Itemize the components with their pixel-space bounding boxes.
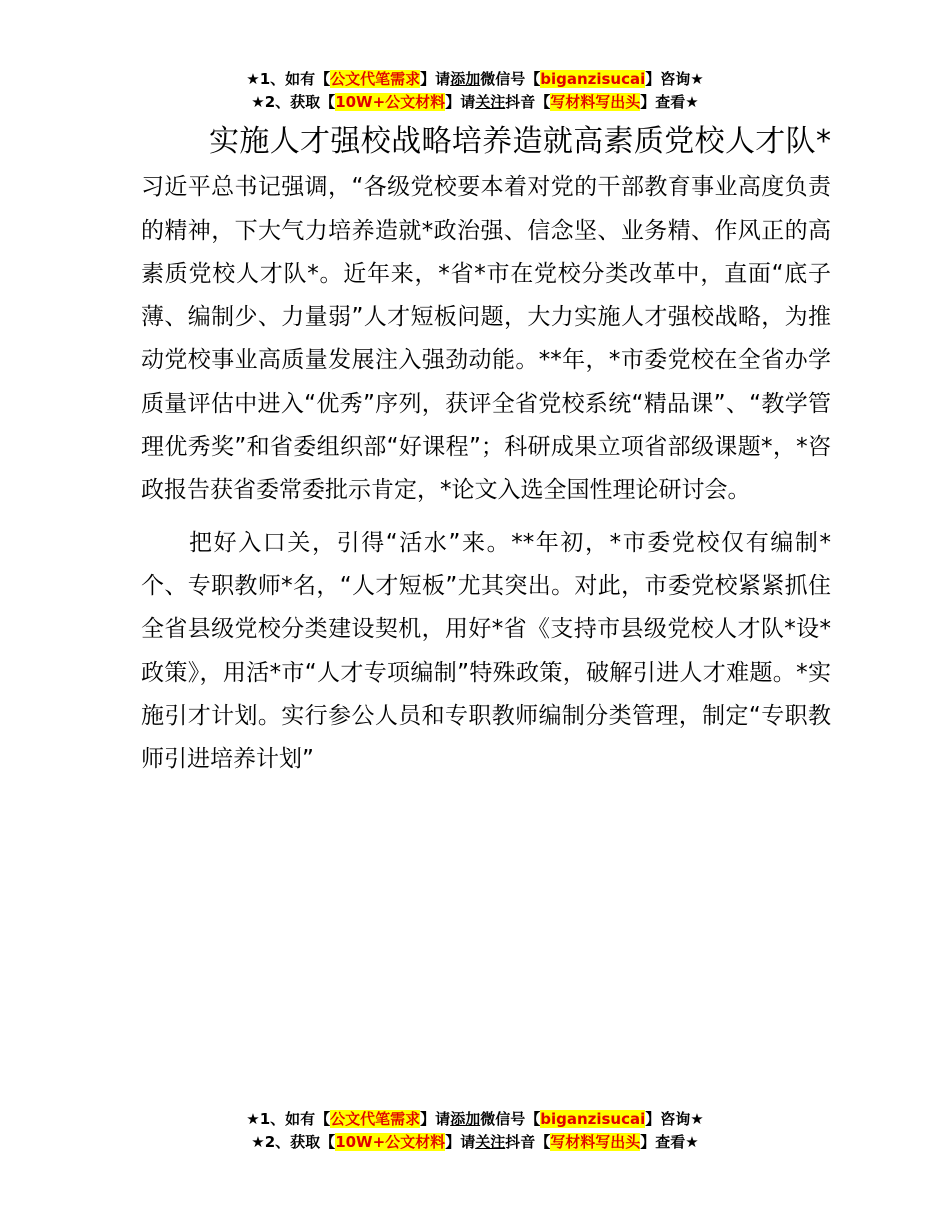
header-banner: [0, 68, 950, 114]
paragraph-1: [141, 120, 831, 513]
footer-line-1-prefix: ★1、如有【: [246, 1110, 331, 1128]
header-line-1-text: 】请: [420, 70, 451, 88]
header-line-1: [0, 68, 950, 91]
footer-line-2-text-2: 抖音【: [505, 1133, 551, 1151]
footer-line-1-highlight-wechat-id: biganzisucai: [540, 1110, 646, 1128]
footer-line-2-text: 】请: [445, 1133, 476, 1151]
paragraph-2: [141, 522, 831, 782]
footer-line-1-text: 】请: [420, 1110, 451, 1128]
footer-line-2-highlight-materials: 10W+公文材料: [335, 1133, 446, 1151]
footer-line-1-text-2: 微信号【: [480, 1110, 541, 1128]
header-line-1-prefix: ★1、如有【: [246, 70, 331, 88]
header-line-2-highlight-materials: 10W+公文材料: [335, 93, 446, 111]
footer-banner: [0, 1108, 950, 1154]
footer-line-2-prefix: ★2、获取【: [251, 1133, 336, 1151]
header-line-2-text: 】请: [445, 93, 476, 111]
article-body: [141, 120, 831, 781]
footer-line-2-highlight-douyin: 写材料写出头: [550, 1133, 641, 1151]
header-line-1-text-2: 微信号【: [480, 70, 541, 88]
footer-line-1-suffix: 】咨询★: [645, 1110, 704, 1128]
header-line-2: [0, 91, 950, 114]
article-title: 实施人才强校战略培养造就高素质党校人才队*: [209, 124, 831, 159]
footer-line-2: [0, 1131, 950, 1154]
header-line-1-highlight-wechat-id: biganzisucai: [540, 70, 646, 88]
footer-line-1-underlined: 添加: [450, 1110, 481, 1128]
header-line-2-highlight-douyin: 写材料写出头: [550, 93, 641, 111]
footer-line-2-underlined: 关注: [475, 1133, 506, 1151]
header-line-2-text-2: 抖音【: [505, 93, 551, 111]
paragraph-2-text: 把好入口关，引得“活水”来。**年初，*市委党校仅有编制*个、专职教师*名，“人才短板”尤其突出。对此，市委党校紧紧抓住全省县级党校分类建设契机，用好*省《支持市县级党校人才队*设*政策》，用活*市“人才专项编制”特殊政策，破解引进人才难题。*实施引才计划。实行参公人员和专职教师编制分类管理，制定“专职教师引进培养计划”: [141, 529, 831, 773]
header-line-1-highlight-service: 公文代笔需求: [330, 70, 421, 88]
header-line-1-underlined: 添加: [450, 70, 481, 88]
header-line-2-suffix: 】查看★: [640, 93, 699, 111]
footer-line-2-suffix: 】查看★: [640, 1133, 699, 1151]
header-line-1-suffix: 】咨询★: [645, 70, 704, 88]
footer-line-1: [0, 1108, 950, 1131]
paragraph-1-text: 习近平总书记强调，“各级党校要本着对党的干部教育事业高度负责的精神，下大气力培养造就*政治强、信念坚、业务精、作风正的高素质党校人才队*。近年来，*省*市在党校分类改革中，直面“底子薄、编制少、力量弱”人才短板问题，大力实施人才强校战略，为推动党校事业高质量发展注入强劲动能。**年，*市委党校在全省办学质量评估中进入“优秀”序列，获评全省党校系统“精品课”、“教学管理优秀奖”和省委组织部“好课程”；科研成果立项省部级课题*，*咨政报告获省委常委批示肯定，*论文入选全国性理论研讨会。: [141, 174, 831, 504]
footer-line-1-highlight-service: 公文代笔需求: [330, 1110, 421, 1128]
header-line-2-prefix: ★2、获取【: [251, 93, 336, 111]
header-line-2-underlined: 关注: [475, 93, 506, 111]
